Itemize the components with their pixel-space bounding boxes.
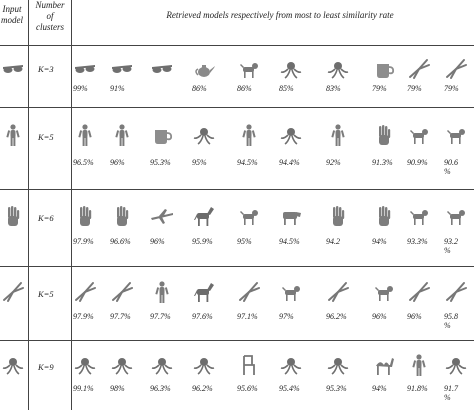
cluster-count: K=3 <box>38 64 54 74</box>
result-octopus-icon <box>279 57 303 81</box>
similarity-rate: 94.2 <box>326 237 340 246</box>
similarity-rate: 95.4% <box>279 384 300 393</box>
similarity-rate: 96.6% <box>110 237 131 246</box>
similarity-rate: 99% <box>73 84 88 93</box>
header-clusters: Number of clusters <box>35 0 65 32</box>
row-divider <box>0 340 474 341</box>
cluster-count: K=6 <box>38 213 54 223</box>
similarity-rate: 86% <box>192 84 207 93</box>
similarity-rate: 92% <box>326 158 341 167</box>
input-model-human-icon <box>1 123 25 147</box>
similarity-rate: 95.8 % <box>444 312 458 330</box>
similarity-rate: 96% <box>407 312 422 321</box>
result-dog-icon <box>407 123 431 147</box>
similarity-rate: 94% <box>372 237 387 246</box>
result-human-icon <box>73 123 97 147</box>
similarity-rate: 79% <box>444 84 459 93</box>
similarity-rate: 96% <box>110 158 125 167</box>
similarity-rate: 97.6% <box>192 312 213 321</box>
result-human-icon <box>150 280 174 304</box>
similarity-rate: 95.3% <box>150 158 171 167</box>
result-hand-icon <box>372 204 396 228</box>
row-divider <box>0 189 474 190</box>
similarity-rate: 83% <box>326 84 341 93</box>
result-dog-icon <box>237 204 261 228</box>
result-teapot-icon <box>192 57 216 81</box>
row-divider <box>0 45 474 46</box>
result-dog-icon <box>279 280 303 304</box>
similarity-rate: 94.5% <box>279 237 300 246</box>
cluster-count: K=5 <box>38 289 54 299</box>
result-octopus-icon <box>279 123 303 147</box>
result-dog-icon <box>407 204 431 228</box>
similarity-rate: 93.2 % <box>444 237 458 255</box>
result-plier-icon <box>237 280 261 304</box>
result-sunglasses-icon <box>150 57 174 81</box>
similarity-rate: 95.3% <box>326 384 347 393</box>
result-hand-icon <box>110 204 134 228</box>
input-model-hand-icon <box>1 204 25 228</box>
result-octopus-icon <box>150 353 174 377</box>
similarity-rate: 96.2% <box>326 312 347 321</box>
result-dog-icon <box>444 123 468 147</box>
result-octopus-icon <box>192 353 216 377</box>
result-airplane-icon <box>150 204 174 228</box>
input-model-octopus-icon <box>1 353 25 377</box>
result-plier-icon <box>73 280 97 304</box>
result-octopus-icon <box>326 353 350 377</box>
col-divider <box>71 0 72 410</box>
similarity-rate: 95% <box>237 237 252 246</box>
result-human-icon <box>326 123 350 147</box>
cluster-count: K=5 <box>38 132 54 142</box>
result-octopus-icon <box>444 353 468 377</box>
similarity-rate: 79% <box>407 84 422 93</box>
similarity-rate: 91.8% <box>407 384 428 393</box>
similarity-rate: 94.5% <box>237 158 258 167</box>
input-model-plier-icon <box>1 280 25 304</box>
result-mug-icon <box>150 123 174 147</box>
similarity-rate: 95% <box>192 158 207 167</box>
result-dog-icon <box>372 280 396 304</box>
similarity-rate: 90.9% <box>407 158 428 167</box>
input-model-sunglasses-icon <box>1 57 25 81</box>
result-plier-icon <box>326 280 350 304</box>
similarity-rate: 95.9% <box>192 237 213 246</box>
similarity-rate: 97.9% <box>73 237 94 246</box>
result-hand-icon <box>326 204 350 228</box>
result-human-icon <box>110 123 134 147</box>
result-chair-icon <box>237 353 261 377</box>
similarity-rate: 97.9% <box>73 312 94 321</box>
similarity-rate: 86% <box>237 84 252 93</box>
result-plier-icon <box>407 57 431 81</box>
similarity-rate: 96.2% <box>192 384 213 393</box>
similarity-rate: 97.1% <box>237 312 258 321</box>
result-octopus-icon <box>326 57 350 81</box>
result-cow-icon <box>279 204 303 228</box>
col-divider <box>28 0 29 410</box>
result-hand-icon <box>73 204 97 228</box>
similarity-rate: 85% <box>279 84 294 93</box>
result-human-icon <box>237 123 261 147</box>
result-dog-icon <box>444 204 468 228</box>
result-plier-icon <box>407 280 431 304</box>
result-mug-icon <box>372 57 396 81</box>
result-octopus-icon <box>73 353 97 377</box>
result-hand-icon <box>372 123 396 147</box>
result-plier-icon <box>444 280 468 304</box>
similarity-rate: 96.5% <box>73 158 94 167</box>
row-divider <box>0 107 474 108</box>
result-sunglasses-icon <box>110 57 134 81</box>
result-octopus-icon <box>110 353 134 377</box>
similarity-rate: 97% <box>279 312 294 321</box>
similarity-rate: 95.6% <box>237 384 258 393</box>
result-camel-icon <box>372 353 396 377</box>
similarity-rate: 93.3% <box>407 237 428 246</box>
similarity-rate: 97.7% <box>150 312 171 321</box>
row-divider <box>0 266 474 267</box>
similarity-rate: 94.4% <box>279 158 300 167</box>
result-plier-icon <box>110 280 134 304</box>
similarity-rate: 96.3% <box>150 384 171 393</box>
similarity-rate: 79% <box>372 84 387 93</box>
result-octopus-icon <box>192 123 216 147</box>
similarity-rate: 90.6 % <box>444 158 458 176</box>
result-horse-icon <box>192 204 216 228</box>
similarity-rate: 96% <box>372 312 387 321</box>
header-retrieved: Retrieved models respectively from most to least similarity rate <box>166 10 394 20</box>
result-octopus-icon <box>279 353 303 377</box>
similarity-rate: 98% <box>110 384 125 393</box>
result-plier-icon <box>444 57 468 81</box>
header-input-model: Input model <box>1 4 23 25</box>
similarity-rate: 91% <box>110 84 125 93</box>
result-human-icon <box>407 353 431 377</box>
result-sunglasses-icon <box>73 57 97 81</box>
similarity-rate: 99.1% <box>73 384 94 393</box>
result-dog-icon <box>237 57 261 81</box>
similarity-rate: 97.7% <box>110 312 131 321</box>
similarity-rate: 94% <box>372 384 387 393</box>
result-horse-icon <box>192 280 216 304</box>
similarity-rate: 96% <box>150 237 165 246</box>
similarity-rate: 91.3% <box>372 158 393 167</box>
cluster-count: K=9 <box>38 362 54 372</box>
similarity-rate: 91.7 % <box>444 384 458 402</box>
